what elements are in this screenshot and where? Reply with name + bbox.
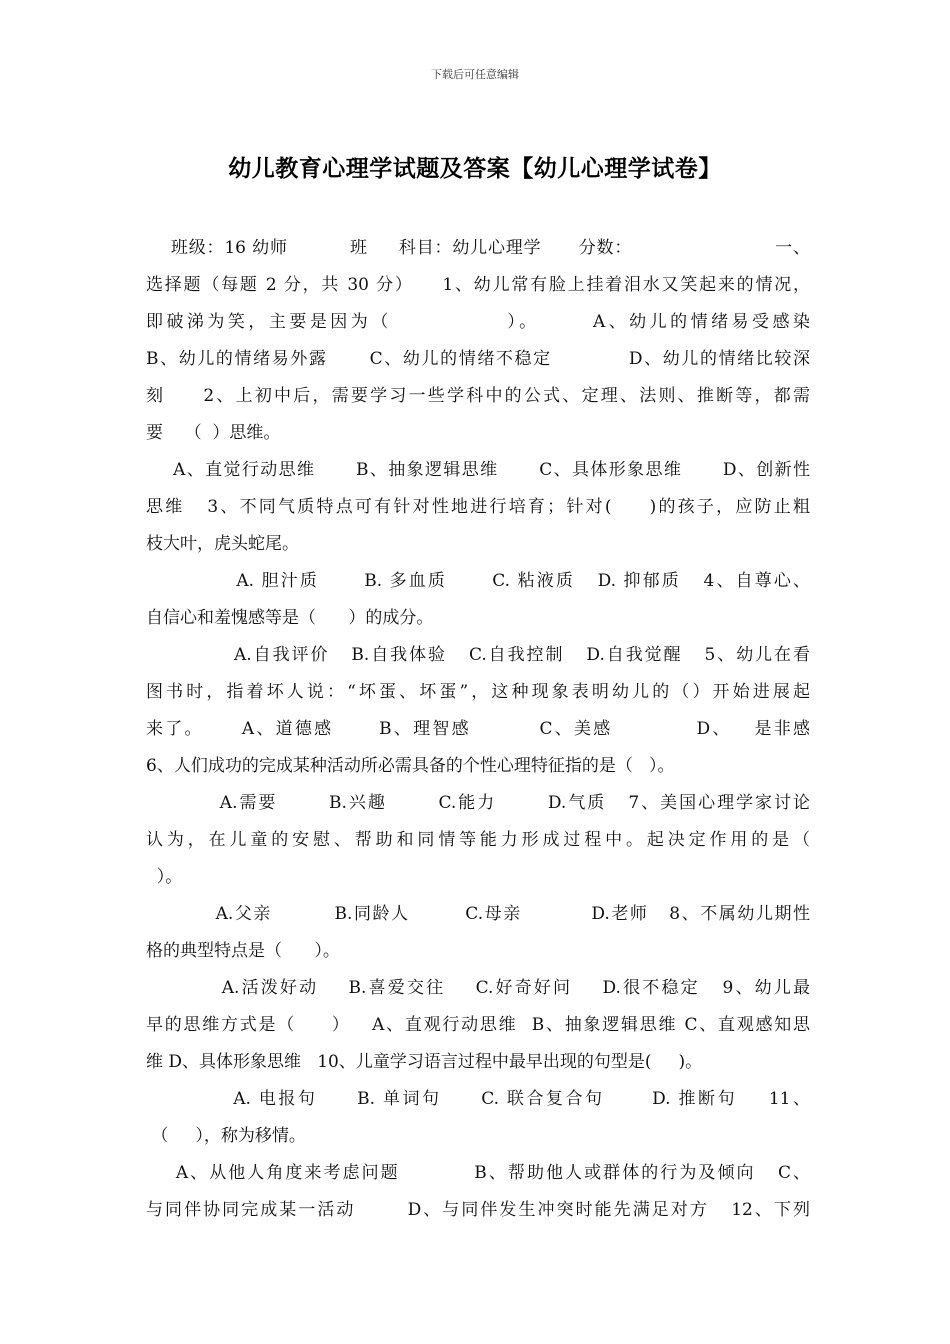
text-line: 与同伴协同完成某一活动 D、与同伴发生冲突时能先满足对方 12、下列 [146, 1200, 810, 1220]
text-line: B、幼儿的情绪易外露 C、幼儿的情绪不稳定 D、幼儿的情绪比较深 [146, 349, 810, 369]
text-line: A.自我评价 B.自我体验 C.自我控制 D.自我觉醒 5、幼儿在看 [146, 645, 810, 665]
text-line: 6、人们成功的完成某种活动所必需具备的个性心理特征指的是（ ）。 [146, 756, 675, 776]
text-line: 枝大叶，虎头蛇尾。 [146, 534, 299, 554]
text-line: 认为，在儿童的安慰、帮助和同情等能力形成过程中。起决定作用的是（ [146, 830, 810, 850]
header-note: 下载后可任意编辑 [431, 68, 519, 81]
text-line: 来了。 A、道德感 B、理智感 C、美感 D、 是非感 [146, 719, 810, 739]
text-line: 早的思维方式是（ ） A、直观行动思维 B、抽象逻辑思维 C、直观感知思 [146, 1015, 810, 1035]
text-line: ）。 [146, 867, 183, 887]
text-line: 即破涕为笑，主要是因为（ ）。 A、幼儿的情绪易受感染 [146, 312, 810, 332]
text-line: 维 D、具体形象思维 10、儿童学习语言过程中最早出现的句型是( )。 [146, 1052, 703, 1072]
text-line: A、直觉行动思维 B、抽象逻辑思维 C、具体形象思维 D、创新性 [146, 460, 810, 480]
text-line: A、从他人角度来考虑问题 B、帮助他人或群体的行为及倾向 C、 [146, 1163, 810, 1183]
text-line: A.父亲 B.同龄人 C.母亲 D.老师 8、不属幼儿期性 [146, 904, 810, 924]
text-line: A. 胆汁质 B. 多血质 C. 粘液质 D. 抑郁质 4、自尊心、 [146, 571, 810, 591]
document-title: 幼儿教育心理学试题及答案【幼儿心理学试卷】 [228, 155, 722, 182]
text-line: A.需要 B.兴趣 C.能力 D.气质 7、美国心理学家讨论 [146, 793, 810, 813]
text-line: 选择题（每题 2 分，共 30 分） 1、幼儿常有脸上挂着泪水又笑起来的情况， [146, 275, 810, 295]
text-line: 格的典型特点是（ ）。 [146, 941, 340, 961]
text-line: 图书时，指着坏人说：“坏蛋、坏蛋”，这种现象表明幼儿的（）开始进展起 [146, 682, 810, 702]
text-line: 自信心和羞愧感等是（ ）的成分。 [146, 608, 434, 628]
text-line: A.活泼好动 B.喜爱交往 C.好奇好问 D.很不稳定 9、幼儿最 [146, 978, 810, 998]
text-line: 刻 2、上初中后，需要学习一些学科中的公式、定理、法则、推断等，都需 [146, 386, 810, 406]
text-line: A. 电报句 B. 单词句 C. 联合复合句 D. 推断句 11、 [146, 1089, 810, 1109]
text-line: 要 （ ）思维。 [146, 423, 281, 443]
text-line: 班级：16 幼师 班 科目：幼儿心理学 分数： 一、 [146, 238, 810, 258]
text-line: （ ），称为移情。 [146, 1126, 306, 1146]
exam-body [146, 230, 810, 1229]
text-line: 思维 3、不同气质特点可有针对性地进行培育；针对( )的孩子，应防止粗 [146, 497, 810, 517]
